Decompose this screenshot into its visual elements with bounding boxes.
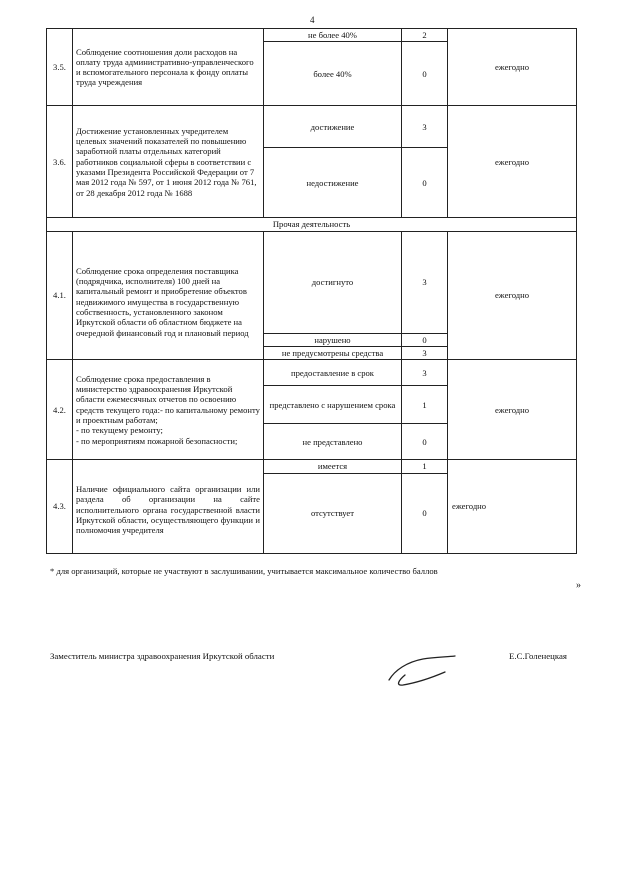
criterion-label: представлено с нарушением срока bbox=[264, 386, 402, 424]
indicator-description bbox=[73, 360, 264, 460]
score-value: 0 bbox=[402, 148, 448, 218]
score-value: 1 bbox=[402, 460, 448, 473]
table-row bbox=[47, 360, 577, 386]
criterion-label: предоставление в срок bbox=[264, 360, 402, 386]
table-row bbox=[47, 460, 577, 473]
row-number: 4.3. bbox=[47, 460, 73, 553]
indicators-table bbox=[46, 28, 577, 554]
indicator-description: Достижение установленных учредителем целевых значений показателей по повышению заработной платы отдельных категорий работников социальной сферы в соответствии с указами Президента Российской Федерации от 7 мая 2012 года № 597, от 1 июня 2012 года № 761, от 28 декабря 2012 года № 1688 bbox=[73, 106, 264, 218]
criterion-label: более 40% bbox=[264, 42, 402, 106]
table-row bbox=[47, 106, 577, 148]
row-number: 4.1. bbox=[47, 231, 73, 360]
page-number: 4 bbox=[310, 15, 315, 25]
score-value: 0 bbox=[402, 424, 448, 460]
period: ежегодно bbox=[448, 29, 577, 106]
score-value: 3 bbox=[402, 231, 448, 333]
period: ежегодно bbox=[448, 460, 577, 553]
score-value: 3 bbox=[402, 360, 448, 386]
criterion-label: достижение bbox=[264, 106, 402, 148]
score-value: 0 bbox=[402, 333, 448, 346]
criterion-label: имеется bbox=[264, 460, 402, 473]
score-value: 3 bbox=[402, 346, 448, 359]
description-line: - по мероприятиям пожарной безопасности; bbox=[76, 435, 238, 446]
indicator-description: Соблюдение соотношения доли расходов на оплату труда административно-управленческого и вспомогательного персонала к фонду оплаты труда учреждения bbox=[73, 29, 264, 106]
table-row bbox=[47, 231, 577, 333]
period: ежегодно bbox=[448, 360, 577, 460]
row-number: 3.5. bbox=[47, 29, 73, 106]
indicator-description: Наличие официального сайта организации или раздела об организации на сайте исполнительного органа государственной власти Иркутской области, осуществляющего функции и полномочия учредителя bbox=[73, 460, 264, 553]
period: ежегодно bbox=[448, 231, 577, 360]
section-title: Прочая деятельность bbox=[47, 218, 577, 231]
criterion-label: достигнуто bbox=[264, 231, 402, 333]
signer-name: Е.С.Голенецкая bbox=[509, 651, 567, 661]
signer-title: Заместитель министра здравоохранения Иркутской области bbox=[50, 651, 275, 661]
score-value: 1 bbox=[402, 386, 448, 424]
criterion-label: отсутствует bbox=[264, 473, 402, 553]
signature-image bbox=[385, 650, 460, 690]
criterion-label: не предусмотрены средства bbox=[264, 346, 402, 359]
footnote: * для организаций, которые не участвуют в заслушивании, учитывается максимальное количество баллов bbox=[50, 566, 438, 576]
period: ежегодно bbox=[448, 106, 577, 218]
criterion-label: нарушено bbox=[264, 333, 402, 346]
indicator-description: Соблюдение срока определения поставщика (подрядчика, исполнителя) 100 дней на капитальный ремонт и приобретение объектов недвижимого имущества в государственную собственность, установленного законом Иркутской области об областном бюджете на очередной финансовый год и плановый период bbox=[73, 231, 264, 360]
criterion-label: не более 40% bbox=[264, 29, 402, 42]
criterion-label: не представлено bbox=[264, 424, 402, 460]
row-number: 3.6. bbox=[47, 106, 73, 218]
row-number: 4.2. bbox=[47, 360, 73, 460]
description-line: Соблюдение срока предоставления в министерство здравоохранения Иркутской области ежемесячных отчетов по освоению средств текущего года:- по капитальному ремонту и проектным работам; bbox=[76, 373, 260, 425]
table-row bbox=[47, 29, 577, 42]
criterion-label: недостижение bbox=[264, 148, 402, 218]
score-value: 2 bbox=[402, 29, 448, 42]
description-line: - по текущему ремонту; bbox=[76, 425, 163, 436]
score-value: 0 bbox=[402, 473, 448, 553]
score-value: 3 bbox=[402, 106, 448, 148]
score-value: 0 bbox=[402, 42, 448, 106]
section-row bbox=[47, 218, 577, 231]
closing-quote: » bbox=[576, 580, 581, 591]
